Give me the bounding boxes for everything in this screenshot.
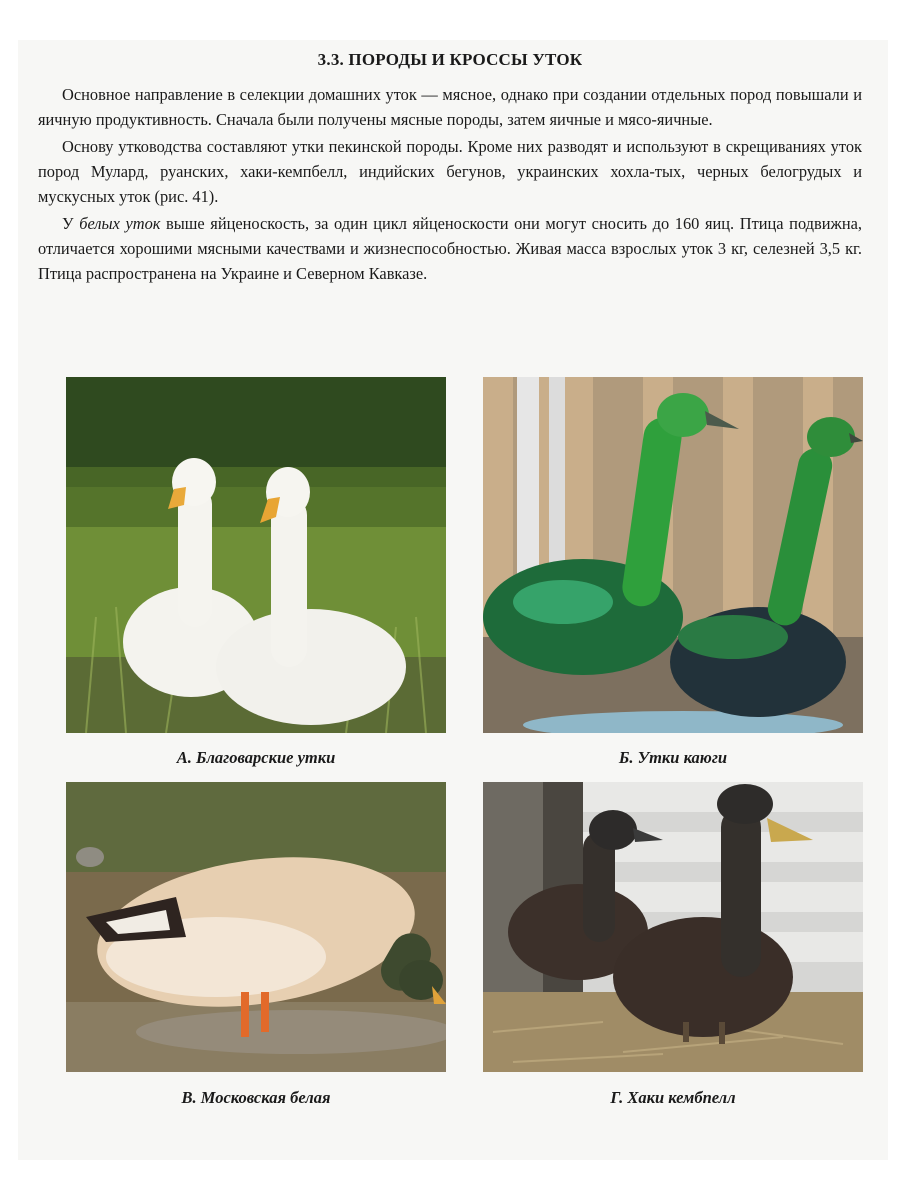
paragraph-1: Основное направление в селекции домашних уток — мясное, однако при создании отдельных пород повышали и яичную продуктивность. Сначала были получены мясные породы, затем яичные и мясо-яичные. (38, 85, 862, 129)
photo-blagovar-ducks (66, 377, 446, 733)
paragraph-3 (38, 211, 862, 286)
caption-c: В. Московская белая (181, 1088, 331, 1107)
body-text (38, 82, 862, 288)
caption-d: Г. Хаки кембпелл (610, 1088, 736, 1107)
photo-cayuga-ducks (483, 377, 863, 733)
photo-moscow-white (66, 782, 446, 1072)
paragraph-2: Основу утководства составляют утки пекинской породы. Кроме них разводят и используют в скрещиваниях уток пород Мулард, руанских, хаки-кемпбелл, индийских бегунов, украинских хохла-тых, черных белогрудых и мускусных уток (рис. 41). (38, 137, 862, 206)
paragraph-3-rest: выше яйценоскость, за один цикл яйценоскости они могут сносить до 160 яиц. Птица подвижна, отличается хорошими мясными качествами и жизнеспособностью. Живая масса взрослых уток 3 кг, селезней 3,5 кг. Птица распространена на Украине и Северном Кавказе. (38, 214, 862, 283)
caption-b: Б. Утки каюги (618, 748, 728, 767)
paragraph-3-emphasis: белых уток (79, 214, 161, 233)
photo-khaki-campbell (483, 782, 863, 1072)
section-heading: 3.3. ПОРОДЫ И КРОССЫ УТОК (317, 50, 583, 69)
paragraph-3-start: У (62, 214, 80, 233)
caption-a: А. Благоварские утки (176, 748, 336, 767)
